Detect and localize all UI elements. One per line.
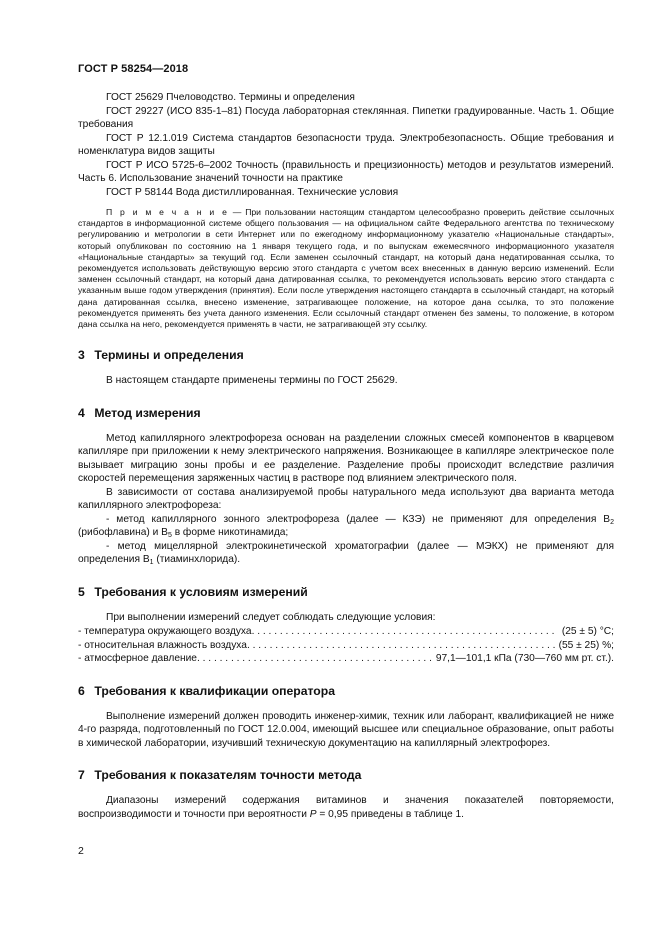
page-number: 2 (78, 845, 84, 857)
leader-dots (252, 625, 558, 639)
section-4-bullet-mekh: - метод мицеллярной электрокинетической хроматографии (далее — МЭКХ) не применяют для определения $В_1$ (тиаминхлорида). (78, 540, 614, 567)
condition-value: (25 ± 5) °С; (561, 626, 614, 638)
reference-item: ГОСТ 29227 (ИСО 835-1–81) Посуда лабораторная стеклянная. Пипетки градуированные. Часть 1. Общие требования (78, 105, 614, 130)
condition-row (78, 625, 614, 639)
section-7-text: Диапазоны измерений содержания витаминов и значения показателей повторяемости, воспроизводимости и точности при вероятности Р = 0,95 приведены в таблице 1. (78, 795, 614, 820)
note-paragraph (78, 207, 614, 330)
reference-item: ГОСТ 25629 Пчеловодство. Термины и определения (106, 92, 355, 103)
reference-item: ГОСТ Р ИСО 5725-6–2002 Точность (правильность и прецизионность) методов и результатов измерений. Часть 6. Использование значений точности на практике (78, 159, 614, 184)
section-7-heading: 7 Требования к показателям точности метода (78, 768, 362, 783)
section-6-text: Выполнение измерений должен проводить инженер-химик, техник или лаборант, квалификацией не ниже 4-го разряда, подготовленный по ГОСТ 12.0.004, имеющий высшее или специальное образование, опыт работы в химической лаборатории, изучивший техническую документацию на капиллярный электрофорез. (78, 710, 614, 749)
conditions-list (78, 625, 614, 666)
condition-label: - относительная влажность воздуха (78, 639, 247, 651)
condition-value: (55 ± 25) %; (558, 639, 614, 651)
condition-row (78, 652, 614, 666)
reference-item: ГОСТ Р 12.1.019 Система стандартов безопасности труда. Электробезопасность. Общие требования и номенклатура видов защиты (78, 132, 614, 157)
normative-references (78, 91, 614, 199)
section-5-heading: 5 Требования к условиям измерений (78, 584, 308, 599)
section-5-intro: При выполнении измерений следует соблюдать следующие условия: (106, 611, 436, 623)
section-4-paragraph-1: Метод капиллярного электрофореза основан на разделении сложных смесей компонентов в кварцевом капилляре при приложении к нему электрического напряжения. Возникающее в капилляре электрическое поле вызывает миграцию зоны пробы и ее разделение. Разделение пробы происходит вследствие различия скоростей перемещения заряженных частиц в растворе под влиянием электрического поля. (78, 432, 614, 485)
section-4-paragraph-2: В зависимости от состава анализируемой пробы натурального меда используют два варианта метода капиллярного электрофореза: (78, 486, 614, 512)
section-3-heading: 3 Термины и определения (78, 348, 244, 363)
document-content (78, 91, 614, 821)
condition-row (78, 639, 614, 653)
reference-item: ГОСТ Р 58144 Вода дистиллированная. Технические условия (106, 186, 399, 198)
section-3-text: В настоящем стандарте применены термины по ГОСТ 25629. (106, 375, 398, 387)
leader-dots (197, 652, 432, 666)
condition-value: 97,1—101,1 кПа (730—760 мм рт. ст.). (435, 653, 614, 665)
section-4-heading: 4 Метод измерения (78, 405, 201, 420)
condition-label: - атмосферное давление (78, 653, 197, 665)
section-4-bullet-kze: - метод капиллярного зонного электрофореза (далее — КЗЭ) не применяют для определения $В_2$ (рибофлавина) и $В_5$ в форме никотинамида; (78, 513, 614, 540)
note-label: П р и м е ч а н и е (106, 207, 229, 217)
section-6-heading: 6 Требования к квалификации оператора (78, 683, 335, 698)
standard-header: ГОСТ Р 58254—2018 (78, 63, 189, 75)
note-text: — При пользовании настоящим стандартом целесообразно проверить действие ссылочных стандартов в информационной системе общего пользования — на официальном сайте Федерального агентства по техническому регулированию и метрологии в сети Интернет или по ежегодному информационному указателю «Национальные стандарты», который опубликован по состоянию на 1 января текущего года, и по выпускам ежемесячного информационного указателя «Национальные стандарты» за текущий год. Если заменен ссылочный стандарт, на который дана недатированная ссылка, то рекомендуется использовать действующую версию этого стандарта с учетом всех внесенных в данную версию изменений. Если заменен ссылочный стандарт, на который дана датированная ссылка, то рекомендуется использовать версию этого стандарта с указанным выше годом утверждения (принятия). Если после утверждения настоящего стандарта в ссылочный стандарт, на который дана датированная ссылка, внесено изменение, затрагивающее положение, на которое дана ссылка, то это положение рекомендуется применять без учета данного изменения. Если ссылочный стандарт отменен без замены, то положение, в котором дана ссылка на него, рекомендуется применять в части, не затрагивающей эту ссылку. (78, 207, 615, 330)
leader-dots (247, 639, 555, 653)
condition-label: - температура окружающего воздуха (78, 626, 252, 638)
